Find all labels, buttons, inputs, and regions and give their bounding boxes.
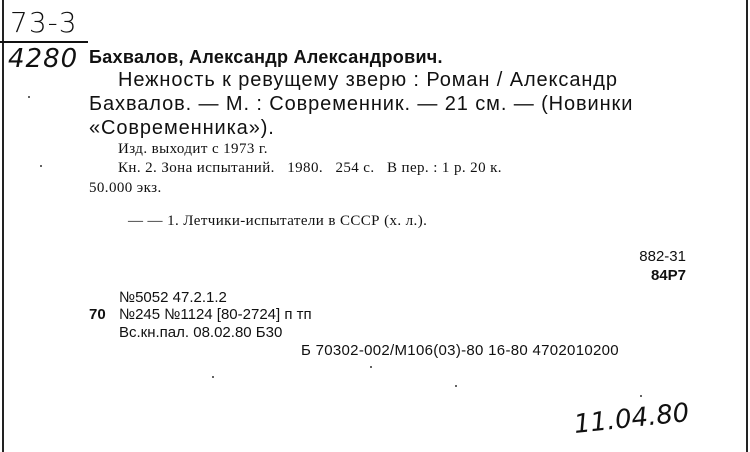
note-series: Изд. выходит с 1973 г. bbox=[118, 141, 268, 157]
ink-speck bbox=[40, 165, 42, 167]
card-right-edge bbox=[746, 0, 748, 452]
tech-line-4: Б 70302-002/М106(03)-80 16-80 4702010200 bbox=[301, 342, 619, 359]
ink-speck bbox=[455, 385, 457, 387]
note-print-run: 50.000 экз. bbox=[89, 180, 162, 196]
ink-speck bbox=[640, 395, 642, 397]
title-line-2: Бахвалов. — М. : Современник. — 21 см. — (Новинки bbox=[89, 93, 634, 115]
title-line-3: «Современника»). bbox=[89, 117, 275, 139]
ink-speck bbox=[28, 96, 30, 98]
author-heading: Бахвалов, Александр Александрович. bbox=[89, 47, 443, 67]
tech-line-2-prefix: 70 bbox=[89, 306, 106, 323]
call-number-divider bbox=[0, 41, 88, 43]
tech-line-1: №5052 47.2.1.2 bbox=[119, 289, 227, 306]
classification-code: 84Р7 bbox=[650, 267, 686, 284]
tech-line-2: №245 №1124 [80-2724] п тп bbox=[119, 306, 312, 323]
call-number-top: 73-3 bbox=[10, 6, 78, 39]
classification-index: 882-31 bbox=[639, 248, 686, 265]
tech-line-3: Вс.кн.пал. 08.02.80 Б30 bbox=[119, 324, 283, 341]
ink-speck bbox=[212, 376, 214, 378]
note-volume: Кн. 2. Зона испытаний. 1980. 254 с. В пер. : 1 р. 20 к. bbox=[118, 160, 502, 176]
ink-speck bbox=[370, 366, 372, 368]
title-line-1: Нежность к ревущему зверю : Роман / Александр bbox=[118, 69, 618, 91]
handwritten-date: 11.04.80 bbox=[572, 397, 691, 440]
call-number-bottom: 4280 bbox=[8, 44, 79, 74]
card-left-edge bbox=[2, 0, 4, 452]
subject-heading: — — 1. Летчики-испытатели в СССР (х. л.). bbox=[128, 213, 428, 229]
